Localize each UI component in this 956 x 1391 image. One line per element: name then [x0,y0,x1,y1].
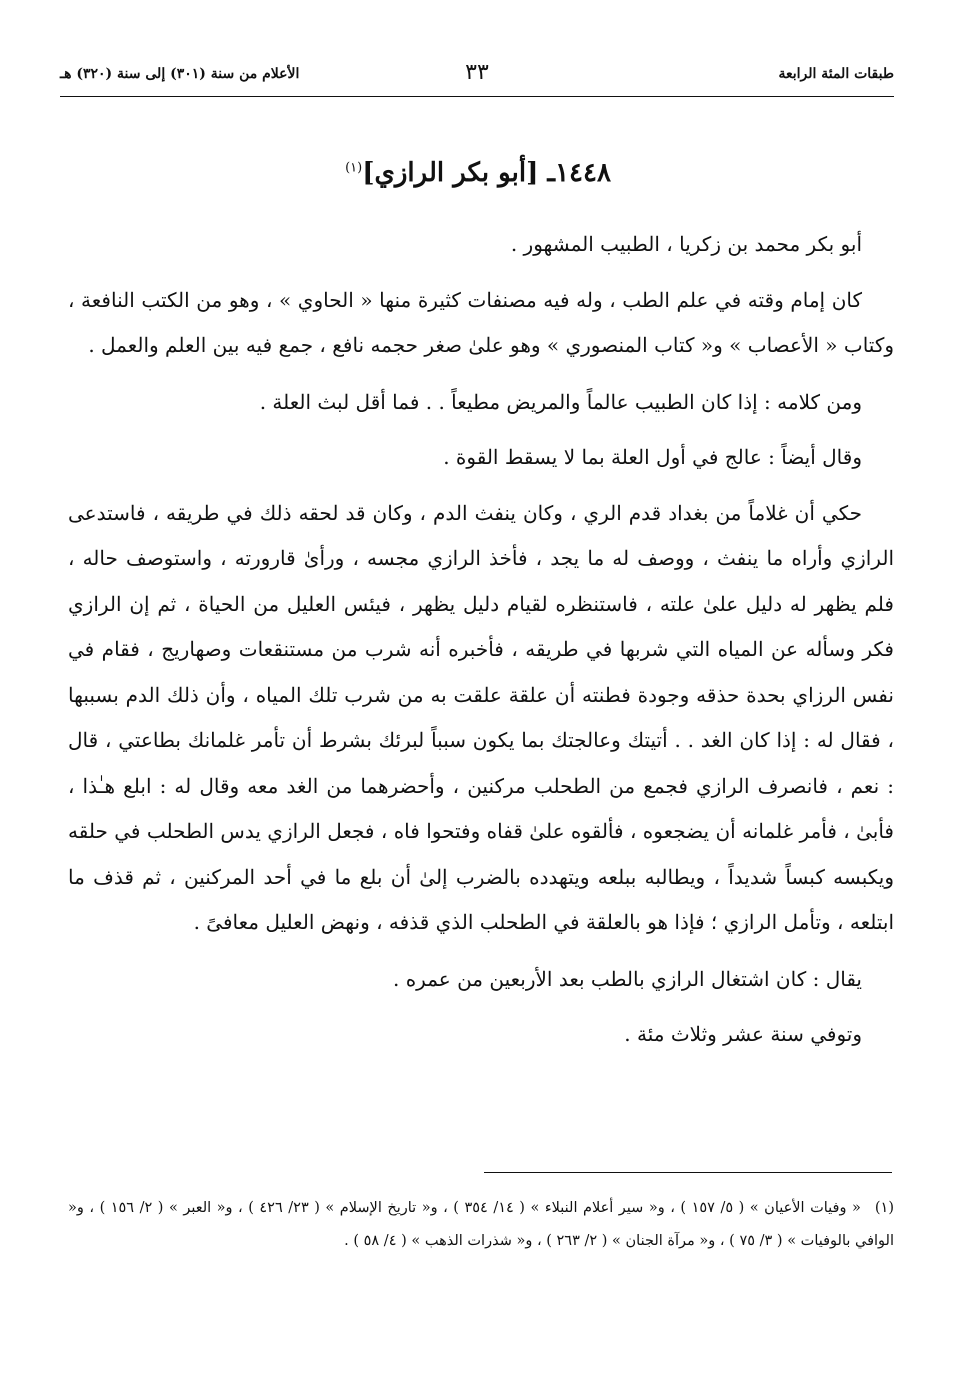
entry-body [68,222,894,1068]
paragraph-study-age: يقال : كان اشتغال الرازي بالطب بعد الأربعين من عمره . [392,966,862,991]
paragraph-saying-1: ومن كلامه : إذا كان الطبيب عالماً والمريض مطيعاً . . فما أقل لبث العلة . [259,389,862,414]
footnote-text: « وفيات الأعيان » ( ٥/ ١٥٧ ) ، و« سير أعلام النبلاء » ( ١٤/ ٣٥٤ ) ، و« تاريخ الإسلام » ( ٢٣/ ٤٢٦ ) ، و« العبر » ( ٢/ ١٥٦ ) ، و« الوافي بالوفيات » ( ٣/ ٧٥ ) ، و« مرآة الجنان » ( ٢/ ٢٦٣ ) ، و« شذرات الذهب » ( ٤/ ٥٨ ) . [68,1200,894,1249]
paragraph-story: حكي أن غلاماً من بغداد قدم الري ، وكان ينفث الدم ، وكان قد لحقه ذلك في طريقه ، فاستدعى الرازي وأراه ما ينفث ، ووصف له ما يجد ، فأخذ الرازي مجسه ، ورأىٰ قارورته ، واستوصف حاله ، فلم يظهر له دليل علىٰ علته ، فاستنظره لقيام دليل يظهر ، فيئس العليل من الحياة ، ثم إن الرازي فكر وسأله عن المياه التي شربها في طريقه ، فأخبره أنه شرب من مستنقعات وصهاريج ، فقام في نفس الرزاي بحدة حذقه وجودة فطنته أن علقة علقت به من شرب تلك المياه ، وأن ذلك الدم بسببها ، فقال له : إذا كان الغد . . أتيتك وعالجتك بما يكون سبباً لبرئك بشرط أن تأمر غلمانك بطاعتي ، قال : نعم ، فانصرف الرازي فجمع من الطحلب مركنين ، وأحضرهما من الغد معه وقال له : ابلع هـٰذا ، فأبىٰ ، فأمر غلمانه أن يضجعوه ، فألقوه علىٰ قفاه وفتحوا فاه ، فجعل الرازي يدس الطحلب في حلقه ويكبسه كبساً شديداً ، ويطالبه ببلعه ويتهدده بالضرب إلىٰ أن بلع ما في أحد المركنين ، ثم قذف ما ابتلعه ، وتأمل الرازي ؛ فإذا هو بالعلقة في الطحلب الذي قذفه ، ونهض العليل معافىً . [68,500,894,934]
running-header [60,60,894,94]
entry-title-text: ١٤٤٨ـ [أبو بكر الرازي] [362,158,611,188]
header-era-range: الأعلام من سنة (٣٠١) إلى سنة (٣٢٠) هـ [60,66,300,82]
footnote-rule [484,1172,892,1173]
footnote-ref: (١) [345,160,363,176]
paragraph-name: أبو بكر محمد بن زكريا ، الطبيب المشهور . [510,232,862,256]
paragraph-saying-2: وقال أيضاً : عالج في أول العلة بما لا يسقط القوة . [443,445,862,469]
paragraph-works: كان إمام وقته في علم الطب ، وله فيه مصنفات كثيرة منها « الحاوي » ، وهو من الكتب النافعة ، وكتاب « الأعصاب » و« كتاب المنصوري » وهو علىٰ صغر حجمه نافع ، جمع فيه بين العلم والعمل . [68,287,894,357]
entry-title [0,158,956,188]
header-rule [60,96,894,97]
paragraph-death: وتوفي سنة عشر وثلاث مئة . [624,1022,862,1046]
header-book-section: طبقات المئة الرابعة [778,66,894,82]
footnote [68,1192,894,1258]
footnote-number: (١) [874,1200,894,1216]
page-number: ٣٣ [465,60,489,85]
